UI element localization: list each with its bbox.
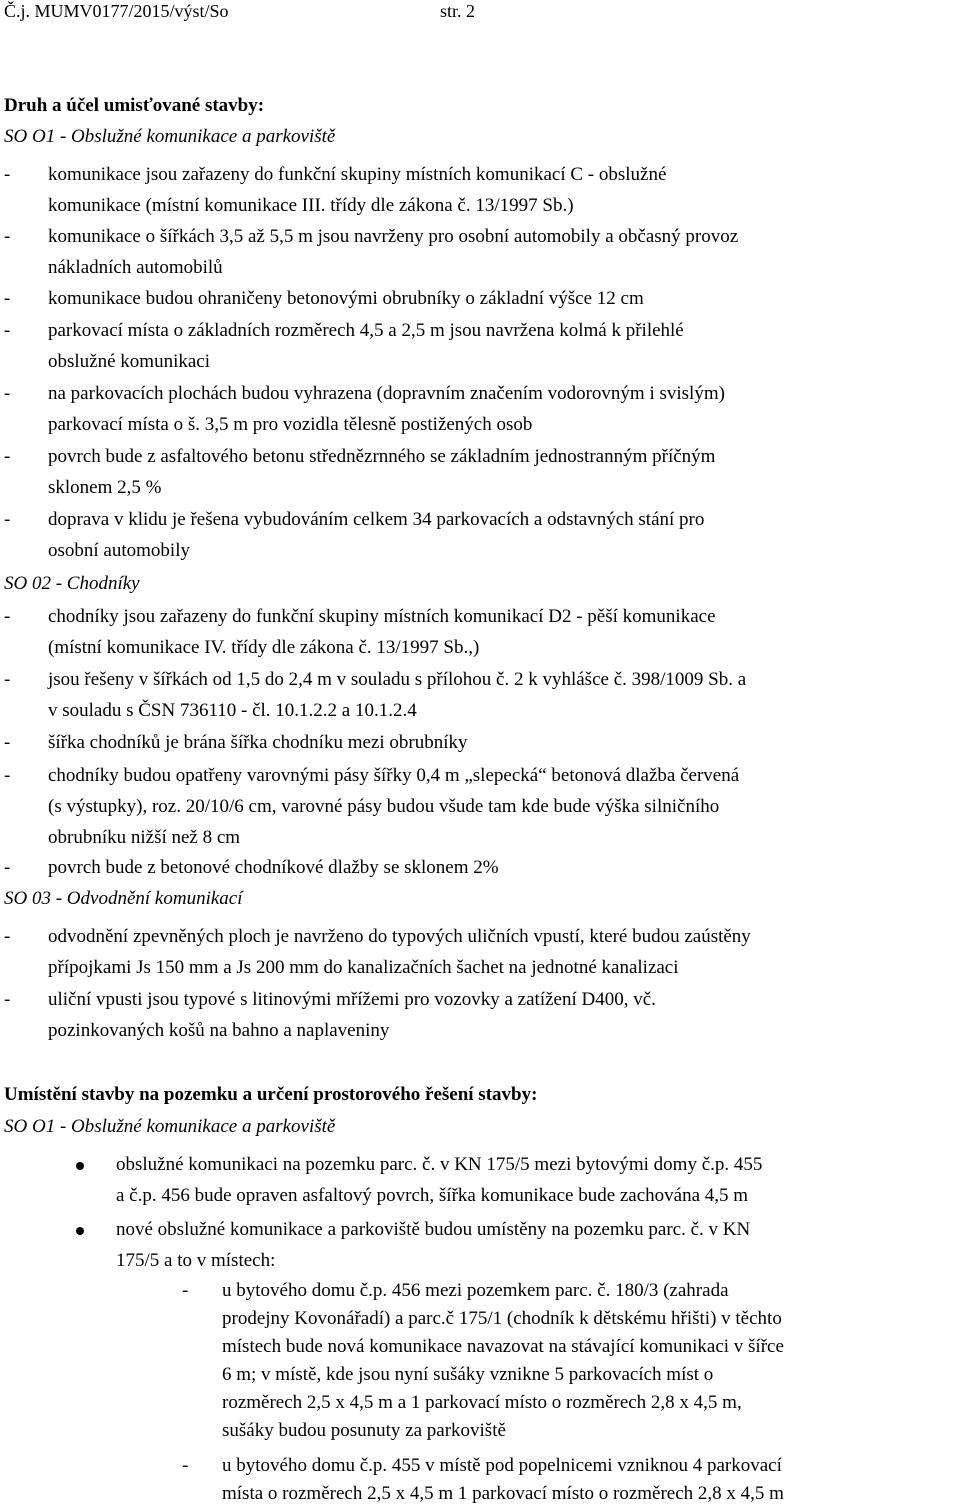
item-line: sklonem 2,5 % (48, 477, 162, 498)
section-title-placement: Umístění stavby na pozemku a určení prostorového řešení stavby: (4, 1084, 538, 1105)
page-number: str. 2 (440, 1, 476, 21)
item-line: sušáky budou posunuty za parkoviště (222, 1420, 506, 1441)
bullet-dot-icon (76, 1162, 84, 1170)
item-line: nové obslužné komunikace a parkoviště budou umístěny na pozemku parc. č. v KN (116, 1219, 751, 1240)
bullet-dot-icon (76, 1227, 84, 1235)
item-line: místa o rozměrech 2,5 x 4,5 m 1 parkovací místo o rozměrech 2,8 x 4,5 m (222, 1483, 784, 1504)
item-line: u bytového domu č.p. 455 v místě pod popelnicemi vzniknou 4 parkovací (222, 1455, 782, 1476)
so03-title: SO 03 - Odvodnění komunikací (4, 888, 243, 909)
document-reference: Č.j. MUMV0177/2015/výst/So (4, 1, 229, 21)
item-line: obslužné komunikaci na pozemku parc. č. v KN 175/5 mezi bytovými domy č.p. 455 (116, 1154, 763, 1175)
item-line: obslužné komunikaci (48, 351, 210, 372)
item-line: komunikace (místní komunikace III. třídy dle zákona č. 13/1997 Sb.) (48, 195, 574, 216)
item-line: (s výstupky), roz. 20/10/6 cm, varovné pásy budou všude tam kde bude výška silničního (48, 796, 720, 817)
item-line: 175/5 a to v místech: (116, 1250, 276, 1271)
item-line: komunikace o šířkách 3,5 až 5,5 m jsou navrženy pro osobní automobily a občasný provoz (48, 226, 739, 247)
item-line: přípojkami Js 150 mm a Js 200 mm do kanalizačních šachet na jednotné kanalizaci (48, 957, 679, 978)
item-line: parkovací místa o š. 3,5 m pro vozidla tělesně postižených osob (48, 414, 533, 435)
item-line: chodníky budou opatřeny varovnými pásy šířky 0,4 m „slepecká“ betonová dlažba červená (48, 765, 740, 786)
item-line: odvodnění zpevněných ploch je navrženo do typových uličních vpustí, které budou zaústěny (48, 926, 751, 947)
item-line: místech bude nová komunikace navazovat na stávající komunikaci v šířce (222, 1336, 784, 1357)
item-line: (místní komunikace IV. třídy dle zákona č. 13/1997 Sb.,) (48, 637, 480, 658)
page-header (4, 0, 476, 22)
so01-placement-title: SO O1 - Obslužné komunikace a parkoviště (4, 1116, 336, 1137)
item-line: a č.p. 456 bude opraven asfaltový povrch, šířka komunikace bude zachována 4,5 m (116, 1185, 749, 1206)
item-line: uliční vpusti jsou typové s litinovými mřížemi pro vozovky a zatížení D400, vč. (48, 989, 656, 1010)
item-line: šířka chodníků je brána šířka chodníku mezi obrubníky (48, 732, 468, 753)
item-line: obrubníku nižší než 8 cm (48, 827, 241, 848)
item-line: parkovací místa o základních rozměrech 4,5 a 2,5 m jsou navržena kolmá k přilehlé (48, 320, 684, 341)
item-line: komunikace jsou zařazeny do funkční skupiny místních komunikací C - obslužné (48, 164, 667, 185)
item-line: doprava v klidu je řešena vybudováním celkem 34 parkovacích a odstavných stání pro (48, 509, 705, 530)
so01-title: SO O1 - Obslužné komunikace a parkoviště (4, 126, 336, 147)
document-page: Č.j. MUMV0177/2015/výst/So str. 2 Druh a účel umisťované stavby: SO O1 - Obslužné komunikace a parkoviště - komunikace jsou zařazeny do funkční skupiny místních komunikací C - obslužné komunikace (místní komunikace III. třídy dle zákona č. 13/1997 Sb.) - komunikace o šířkách 3,5 až 5,5 m jsou navrženy pro osobní automobily a občasný provoz nákladních automobilů - komunikace budou ohraničeny betonovými obrubníky o základní výšce 12 cm - parkovací místa o základních rozměrech 4,5 a 2,5 m jsou navržena kolmá k přilehlé obslužné komunikaci - na parkovacích plochách budou vyhrazena (dopravním značením vodorovným i svislým) parkovací místa o š. 3,5 m pro vozidla tělesně postižených osob - povrch bude z asfaltového betonu střednězrnného se základním jednostranným příčným sklonem 2,5 % - doprava v klidu je řešena vybudováním celkem 34 parkovacích a odstavných stání pro osobní automobily SO 02 - Chodníky - chodníky jsou zařazeny do funkční skupiny místních komunikací D2 - pěší komunikace (místní komunikace IV. třídy dle zákona č. 13/1997 Sb.,) - jsou řešeny v šířkách od 1,5 do 2,4 m v souladu s přílohou č. 2 k vyhlášce č. 398/1009 Sb. a v souladu s ČSN 736110 - čl. 10.1.2.2 a 10.1.2.4 - šířka chodníků je brána šířka chodníku mezi obrubníky - chodníky budou opatřeny varovnými pásy šířky 0,4 m „slepecká“ betonová dlažba červená (s výstupky), roz. 20/10/6 cm, varovné pásy budou všude tam kde bude výška silničního obrubníku nižší než 8 cm - povrch bude z betonové chodníkové dlažby se sklonem 2% SO 03 - Odvodnění komunikací - odvodnění zpevněných ploch je navrženo do typových uličních vpustí, které budou zaústěny přípojkami Js 150 mm a Js 200 mm do kanalizačních šachet na jednotné kanalizaci - uliční vpusti jsou typové s litinovými mřížemi pro vozovky a zatížení D400, vč. pozinkovaných košů na bahno a naplaveniny Umístění stavby na pozemku a určení prostorového řešení stavby: SO O1 - Obslužné komunikace a parkoviště obslužné komunikaci na pozemku parc. č. v KN 175/5 mezi bytovými domy č.p. 455 a č.p. 456 bude opraven asfaltový povrch, šířka komunikace bude zachována 4,5 m nové obslužné komunikace a parkoviště budou umístěny na pozemku parc. č. v KN 175/5 a to v místech: - u bytového domu č.p. 456 mezi pozemkem parc. č. 180/3 (zahrada prodejny Kovonářadí) a parc.č 175/1 (chodník k dětskému hřišti) v těchto místech bude nová komunikace navazovat na stávající komunikaci v šířce 6 m; v místě, kde jsou nyní sušáky vznikne 5 parkovacích míst o rozměrech 2,5 x 4,5 m a 1 parkovací místo o rozměrech 2,8 x 4,5 m, sušáky budou posunuty za parkoviště - u bytového domu č.p. 455 v místě pod popelnicemi vzniknou 4 parkovací místa o rozměrech 2,5 x 4,5 m 1 parkovací místo o rozměrech 2,8 x 4,5 m (0, 0, 960, 1509)
so02-title: SO 02 - Chodníky (4, 573, 140, 594)
item-line: povrch bude z asfaltového betonu střednězrnného se základním jednostranným příčným (48, 446, 716, 467)
item-line: pozinkovaných košů na bahno a naplaveniny (48, 1020, 390, 1041)
item-line: u bytového domu č.p. 456 mezi pozemkem parc. č. 180/3 (zahrada (222, 1280, 729, 1301)
item-line: rozměrech 2,5 x 4,5 m a 1 parkovací místo o rozměrech 2,8 x 4,5 m, (222, 1392, 742, 1413)
item-line: komunikace budou ohraničeny betonovými obrubníky o základní výšce 12 cm (48, 288, 644, 309)
item-line: chodníky jsou zařazeny do funkční skupiny místních komunikací D2 - pěší komunikace (48, 606, 716, 627)
item-line: prodejny Kovonářadí) a parc.č 175/1 (chodník k dětskému hřišti) v těchto (222, 1308, 782, 1329)
item-line: jsou řešeny v šířkách od 1,5 do 2,4 m v souladu s přílohou č. 2 k vyhlášce č. 398/1009 Sb. a (48, 669, 747, 690)
section-title-purpose: Druh a účel umisťované stavby: (4, 95, 265, 116)
item-line: nákladních automobilů (48, 257, 223, 278)
item-line: povrch bude z betonové chodníkové dlažby se sklonem 2% (48, 857, 499, 878)
item-line: osobní automobily (48, 540, 190, 561)
item-line: na parkovacích plochách budou vyhrazena (dopravním značením vodorovným i svislým) (48, 383, 725, 404)
item-line: 6 m; v místě, kde jsou nyní sušáky vznikne 5 parkovacích míst o (222, 1364, 714, 1385)
item-line: v souladu s ČSN 736110 - čl. 10.1.2.2 a 10.1.2.4 (48, 700, 417, 721)
